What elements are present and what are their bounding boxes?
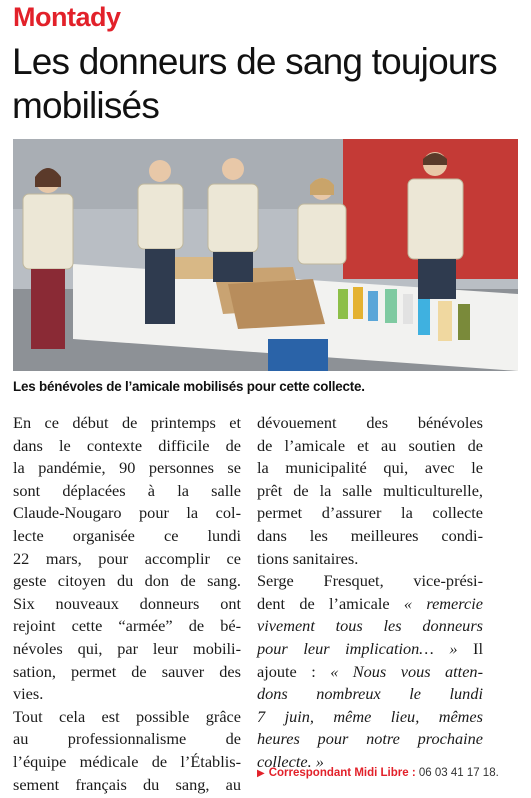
article-column-1 — [13, 412, 241, 796]
text-line: au professionnalisme de — [13, 729, 241, 749]
quote-run: « Nous vous atten- — [330, 661, 483, 681]
article-headline: Les donneurs de sang toujours mobilisés — [12, 41, 497, 126]
text-line: vies. — [13, 684, 44, 704]
correspondent-label: Correspondant Midi Libre : — [268, 767, 416, 779]
triangle-bullet-icon: ▶ — [257, 768, 265, 779]
text-line: dans les meilleures condi- — [257, 525, 483, 545]
photo-caption: Les bénévoles de l’amicale mobilisés pour cette collecte. — [13, 379, 365, 394]
text-run: ajoute : — [257, 661, 331, 681]
text-line: sont déplacées à la salle — [13, 480, 241, 500]
text-line: la municipalité qui, avec le — [257, 458, 483, 478]
quote-run: « remercie — [403, 593, 483, 613]
text-line: 7 juin, même lieu, mêmes — [257, 706, 483, 726]
text-run: dent de l’amicale — [257, 593, 390, 613]
quote-run: pour leur implication… » — [257, 638, 458, 658]
text-line: En ce début de printemps et — [13, 413, 241, 432]
text-line: tions sanitaires. — [257, 548, 359, 568]
text-line: névoles qui, par leur mobili- — [13, 638, 241, 658]
text-line: Serge Fresquet, vice-prési- — [257, 571, 483, 591]
section-kicker: Montady — [13, 2, 121, 32]
article-column-2 — [257, 412, 483, 774]
correspondent-phone: 06 03 41 17 18. — [418, 767, 499, 779]
text-line: dévouement des bénévoles — [257, 413, 483, 432]
text-line: lecte organisée ce lundi — [13, 525, 241, 545]
text-line: sement français du sang, au — [13, 774, 241, 794]
text-line: collecte. » — [257, 751, 324, 771]
text-line: Tout cela est possible grâce — [13, 706, 241, 726]
text-line: prêt de la salle multiculturelle, — [257, 480, 483, 500]
text-line: Six nouveaux donneurs ont — [13, 593, 241, 613]
text-line: dons nombreux le lundi — [257, 684, 483, 704]
text-line: de l’amicale et au soutien de — [257, 435, 483, 455]
article-photo — [13, 139, 518, 371]
text-line: rejoint cette “armée” de bé- — [13, 616, 241, 636]
text-line — [257, 593, 483, 616]
text-line: 22 mars, pour accomplir ce — [13, 548, 241, 568]
text-line: permet d’assurer la collecte — [257, 503, 483, 523]
correspondent-signoff — [257, 767, 499, 779]
text-run: Il — [457, 638, 483, 658]
text-line: geste citoyen du don de sang. — [13, 571, 241, 591]
text-line — [257, 638, 483, 661]
text-line: vivement tous les donneurs — [257, 616, 483, 636]
text-line: la pandémie, 90 personnes se — [13, 458, 241, 478]
text-line: dans le contexte difficile de — [13, 435, 241, 455]
text-line: heures pour notre prochaine — [257, 729, 483, 749]
text-line — [257, 661, 483, 684]
text-line: sation, permet de sauver des — [13, 661, 241, 681]
text-line: Claude-Nougaro pour la col- — [13, 503, 241, 523]
text-line: l’équipe médicale de l’Établis- — [13, 751, 241, 771]
